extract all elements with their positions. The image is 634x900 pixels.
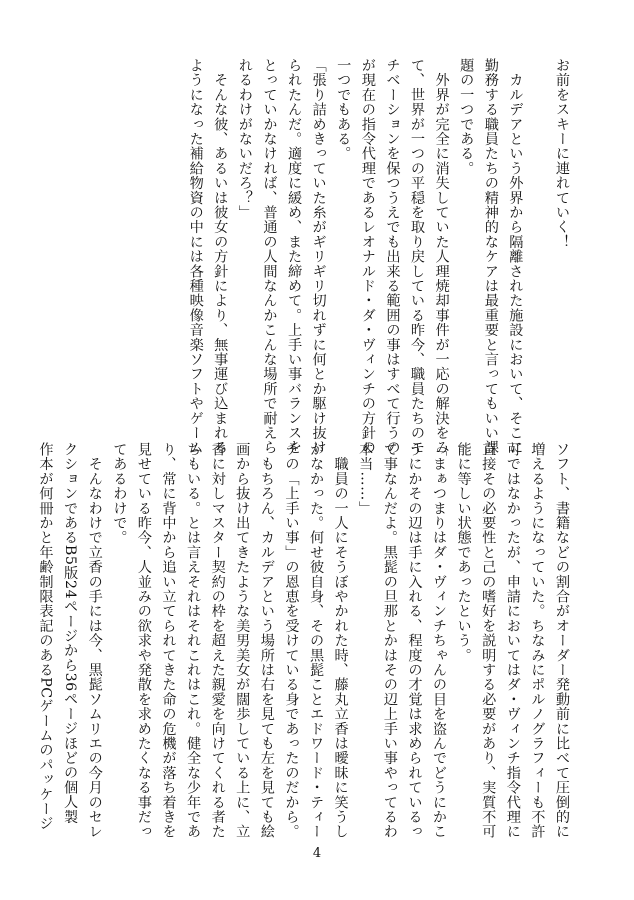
- text-column: て、世界が一つの平穏を取り戻している昨今、職員たちのモ: [409, 58, 426, 455]
- text-column: とっていかなければ、普通の人間なんかこんな場所で耐えら: [261, 58, 278, 455]
- text-column: もちろん、カルデアという場所は右を見ても左を見ても絵: [258, 442, 275, 839]
- text-column: チベーションを保つうえでも出来る範囲の事はすべて行うの: [384, 58, 401, 455]
- text-column: ようになった補給物資の中には各種映像音楽ソフトやゲーム: [187, 58, 204, 455]
- page-number: 4: [312, 846, 322, 861]
- text-column: そんなわけで立香の手には今、黒髭ソムリエの今月のセレ: [86, 442, 103, 839]
- text-column: 直接その必要性と己の嗜好を説明する必要があり、実質不可: [480, 442, 497, 839]
- text-column: て事なんだよ。黒髭の旦那とかはその辺上手い事やってるわ: [381, 442, 398, 839]
- text-column: 増えるようになっていた。ちなみにポルノグラフィーも不許: [529, 442, 546, 839]
- text-column: 外界が完全に消失していた人理焼却事件が一応の解決をみ: [433, 58, 450, 455]
- text-column: ちもいる。とは言えそれはそれこれはこれ。健全な少年であ: [185, 442, 202, 839]
- text-column: チの「上手い事」の恩恵を受けている身であったのだから。: [283, 442, 300, 839]
- text-column: 作本が何冊かと年齢制限表記のあるPCゲームのパッケージ: [37, 442, 54, 831]
- text-column: カルデアという外界から隔離された施設において、そこに: [507, 58, 524, 455]
- text-column: れるわけがないだろ？」: [236, 58, 253, 220]
- text-column: 能に等しい状態であったという。: [455, 442, 472, 663]
- text-column: 可ではなかったが、申請においてはダ・ヴィンチ指令代理に: [504, 442, 521, 839]
- text-column: 職員の一人にそうぼやかれた時、藤丸立香は曖昧に笑うし: [332, 442, 349, 839]
- text-column: うにかその辺は手に入れる、程度の才覚は求められているっ: [406, 442, 423, 839]
- text-column: られたんだ。適度に緩め、また締めて。上手い事バランスを: [286, 58, 303, 455]
- top-text-tier: [60, 58, 574, 455]
- text-column: ソフト、書籍などの割合がオーダー発動前に比べて圧倒的に: [554, 442, 570, 839]
- bottom-text-tier: [37, 442, 574, 839]
- text-column: 「張り詰めきっていた糸がギリギリ切れずに何とか駆け抜け: [310, 58, 327, 455]
- text-column: 香に対しマスター契約の枠を超えた親愛を向けてくれる者た: [209, 442, 226, 839]
- text-column: 見せている昨今、人並みの欲求や発散を求めたくなる事だっ: [135, 442, 152, 839]
- text-column: 一つでもある。: [335, 58, 352, 161]
- text-column: 題の一つである。: [458, 58, 475, 176]
- text-column: てあるわけで。: [111, 442, 128, 545]
- text-column: り、常に背中から追い立てられてきた命の危機が落ち着きを: [160, 442, 177, 839]
- text-column: 画から抜け出てきたような美男美女が闊歩している上に、立: [234, 442, 251, 839]
- text-column: 勤務する職員たちの精神的なケアは最重要と言ってもいい課: [482, 58, 499, 455]
- text-column: が現在の指令代理であるレオナルド・ダ・ヴィンチの方針の: [359, 58, 376, 455]
- text-column: 「まぁつまりはダ・ヴィンチちゃんの目を盗んでどうにかこ: [431, 442, 448, 839]
- text-column: そんな彼、あるいは彼女の方針により、無事運び込まれる: [212, 58, 229, 455]
- text-column: 本当……」: [357, 442, 374, 516]
- text-column: かなかった。何せ彼自身、その黒髭ことエドワード・ティー: [308, 442, 325, 839]
- chapter-title: お前をスキーに連れていく！: [554, 58, 570, 250]
- text-column: クションであるB5版24ページから36ページほどの個人製: [62, 442, 79, 824]
